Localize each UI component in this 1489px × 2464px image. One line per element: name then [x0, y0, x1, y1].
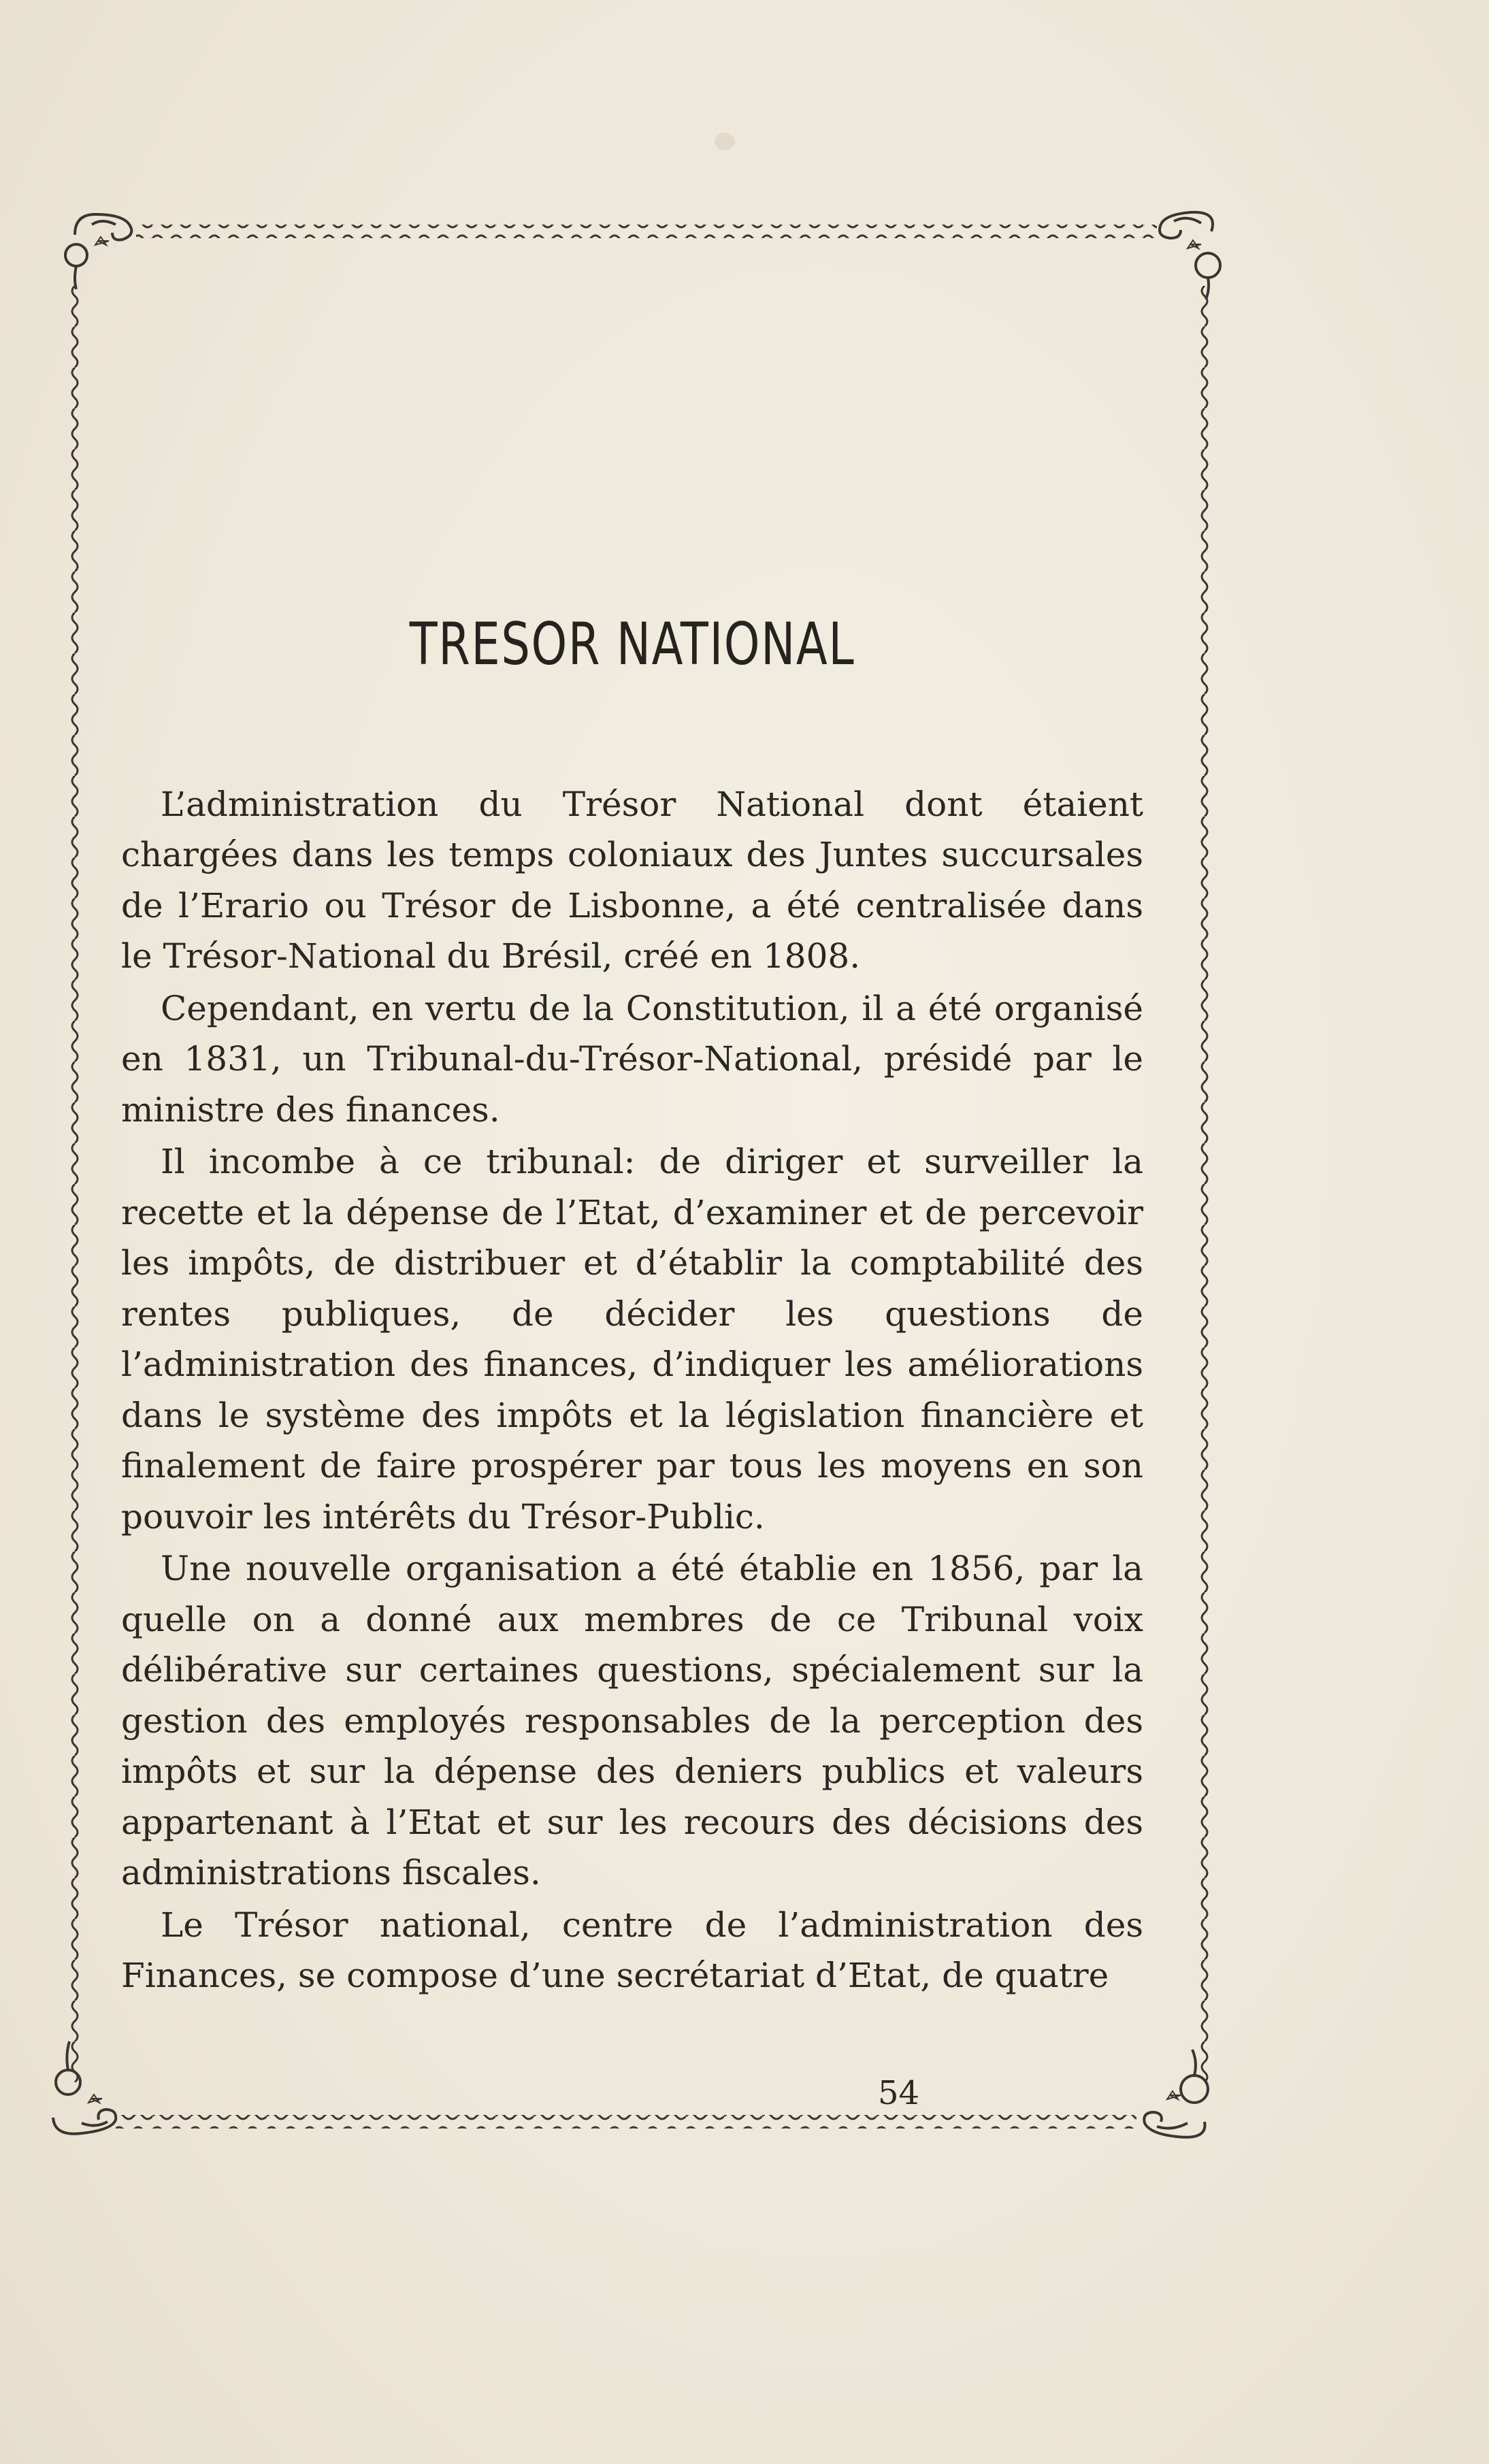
frame-left-border [68, 286, 82, 2082]
paragraph-1: L’administration du Trésor National dont étaient chargées dans les temps coloniaux des Juntes succursales de l’Erario ou Trésor de Lisbonne, a été centralisée dans le Trésor-National du Brésil, créé en 1808. [121, 784, 1143, 976]
page-title: TRESOR NATIONAL [409, 610, 855, 678]
paragraph-3: Il incombe à ce tribunal: de diriger et surveiller la recette et la dépense de l’Etat, d’examiner et de percevoir les impôts, de distribuer et d’établir la comptabilité des rentes publiques, de décider les questions de l’administration des finances, d’indiquer les améliorations dans le système des impôts et la législation financière et finalement de faire prospérer par tous les moyens en son pouvoir les intérêts du Trésor-Public. [121, 1142, 1143, 1537]
paragraph-2: Cependant, en vertu de la Constitution, il a été organisé en 1831, un Tribunal-du-Trésor-National, présidé par le ministre des finances. [121, 988, 1143, 1130]
frame-bottom-border [116, 2115, 1136, 2129]
page-number: 54 [878, 2074, 920, 2112]
corner-ornament-bottom-left [53, 2041, 116, 2134]
page-content [121, 612, 1143, 2003]
frame-right-border [1198, 286, 1211, 2082]
paragraph-5: Le Trésor national, centre de l’administration des Finances, se compose d’une secrétariat d’Etat, de quatre [121, 1905, 1143, 1996]
corner-ornament-top-left [65, 214, 131, 289]
paragraph-4: Une nouvelle organisation a été établie en 1856, par la quelle on a donné aux membres de ce Tribunal voix délibérative sur certaines questions, spécialement sur la gestion des employés responsables de la perception des impôts et sur la dépense des deniers publics et valeurs appartenant à l’Etat et sur les recours des décisions des administrations fiscales. [121, 1549, 1143, 1893]
frame-top-border [136, 225, 1157, 238]
